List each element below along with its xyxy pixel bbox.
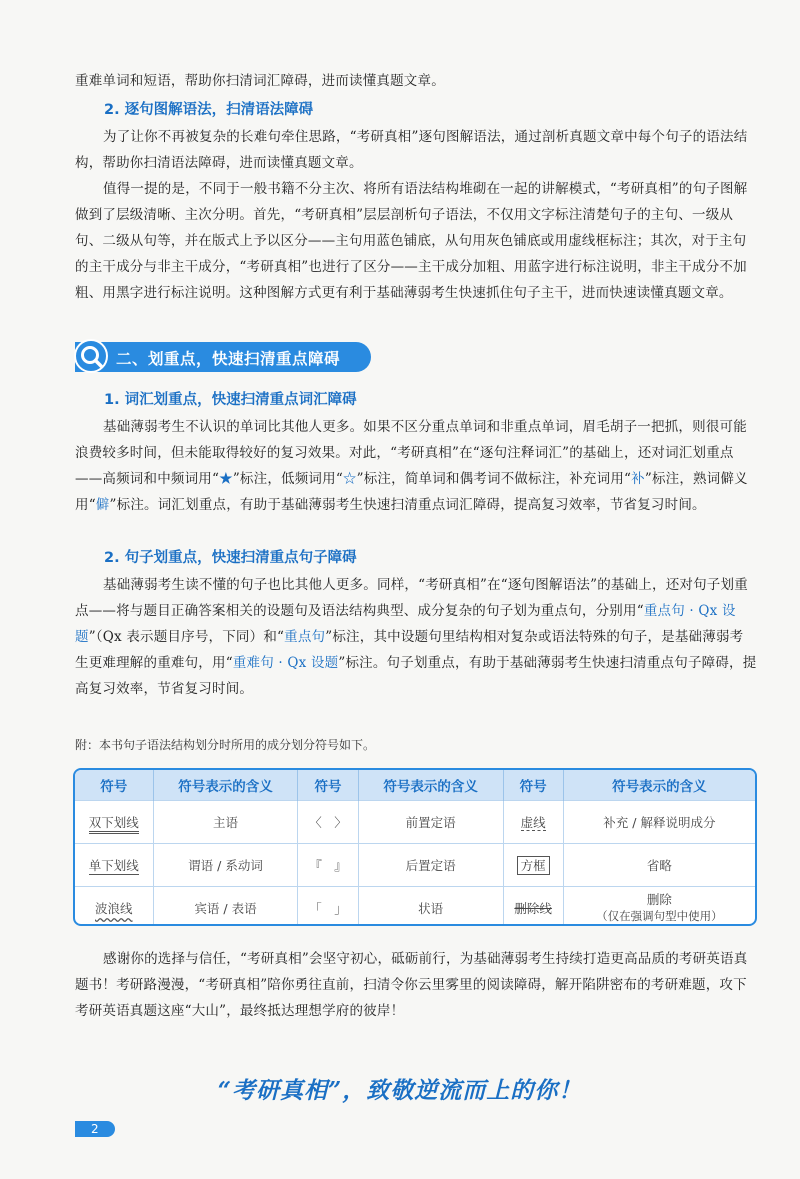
symbol-dashed-line: 虚线 <box>520 815 546 830</box>
table-header: 符号 <box>503 770 563 801</box>
table-cell: 宾语 / 表语 <box>153 887 298 927</box>
key-sentence-tag: 重点句 <box>284 629 326 645</box>
table-header-row <box>75 770 755 801</box>
paragraph-grammar-2: 值得一提的是，不同于一般书籍不分主次、将所有语法结构堆砌在一起的讲解模式，“考研真相”的句子图解做到了层级清晰、主次分明。首先，“考研真相”层层剖析句子语法，不仅用文字标注清楚句子的主句、一级从句、二级从句等，并在版式上予以区分——主句用蓝色铺底，从句用灰色铺底或用虚线框标注；其次，对于主句的主干成分与非主干成分，“考研真相”也进行了区分——主干成分加粗、用蓝字进行标注说明，非主干成分不加粗、用黑字进行标注说明。这种图解方式更有利于基础薄弱考生快速抓住句子主干，进而快速读懂真题文章。 <box>75 181 748 301</box>
subheading-grammar: 2. 逐句图解语法，扫清语法障碍 <box>104 102 314 118</box>
section-title: 二、划重点，快速扫清重点障碍 <box>116 350 341 368</box>
table-cell: 补充 / 解释说明成分 <box>563 801 755 844</box>
symbol-wavy-line: 波浪线 <box>95 901 133 916</box>
key-question-tag: 重点句 · Qx 设题 <box>75 603 736 645</box>
table-header: 符号表示的含义 <box>563 770 755 801</box>
search-icon <box>74 338 110 374</box>
paragraph-vocab: 基础薄弱考生不认识的单词比其他人更多。如果不区分重点单词和非重点单词，眉毛胡子一把抓，则很可能浪费较多时间，但未能取得较好的复习效果。对此，“考研真相”在“逐句注释词汇”的基础上，还对词汇划重点——高频词和中频词用“★”标注，低频词用“☆”标注，简单词和偶考词不做标注，补充词用“补”标注，熟词僻义用“僻”标注。词汇划重点，有助于基础薄弱考生快速扫清重点词汇障碍，提高复习效率，节省复习时间。 <box>75 419 748 513</box>
symbol-strikethrough: 删除线 <box>514 901 552 916</box>
table-cell: 谓语 / 系动词 <box>153 844 298 887</box>
symbol-note: 附：本书句子语法结构划分时所用的成分划分符号如下。 <box>75 738 376 752</box>
table-header: 符号表示的含义 <box>358 770 503 801</box>
page-number: 2 <box>75 1121 115 1137</box>
bu-tag: 补 <box>631 471 645 487</box>
symbol-table <box>73 768 757 926</box>
table-row <box>75 801 755 844</box>
subheading-sentence: 2. 句子划重点，快速扫清重点句子障碍 <box>104 550 357 566</box>
star-hollow-icon: ☆ <box>342 471 357 487</box>
pi-tag: 僻 <box>95 497 110 513</box>
table-header: 符号表示的含义 <box>153 770 298 801</box>
subheading-vocab: 1. 词汇划重点，快速扫清重点词汇障碍 <box>104 392 357 408</box>
closing-paragraph: 感谢你的选择与信任，“考研真相”会坚守初心，砥砺前行，为基础薄弱考生持续打造更高品质的考研英语真题书！考研路漫漫，“考研真相”陪你勇往直前，扫清令你云里雾里的阅读障碍，解开陷阱密布的考研难题，攻下考研英语真题这座“大山”，最终抵达理想学府的彼岸！ <box>75 951 748 1019</box>
paragraph-sentence: 基础薄弱考生读不懂的句子也比其他人更多。同样，“考研真相”在“逐句图解语法”的基础上，还对句子划重点——将与题目正确答案相关的设题句及语法结构典型、成分复杂的句子划为重点句，分别用“重点句 · Qx 设题”（Qx 表示题目序号，下同）和“重点句”标注，其中设题句里结构相对复杂或语法特殊的句子，是基础薄弱考生更难理解的重难句，用“重难句 · Qx 设题”标注。句子划重点，有助于基础薄弱考生快速扫清重点句子障碍，提高复习效率，节省复习时间。 <box>75 577 757 697</box>
table-cell: 主语 <box>153 801 298 844</box>
symbol-box: 方框 <box>517 856 550 875</box>
symbol-double-underline: 双下划线 <box>89 815 139 834</box>
slogan: “考研真相”，致敬逆流而上的你！ <box>217 1077 583 1104</box>
table-row <box>75 887 755 927</box>
symbol-single-underline: 单下划线 <box>88 858 139 873</box>
table-cell: 删除 （仅在强调句型中使用） <box>563 887 755 927</box>
intro-tail: 重难单词和短语，帮助你扫清词汇障碍，进而读懂真题文章。 <box>75 73 445 89</box>
symbol-double-corner-brackets: 『 』 <box>298 844 358 887</box>
symbol-angle-brackets: 〈 〉 <box>298 801 358 844</box>
table-header: 符号 <box>75 770 153 801</box>
table-row <box>75 844 755 887</box>
table-header: 符号 <box>298 770 358 801</box>
table-cell: 前置定语 <box>358 801 503 844</box>
table-cell: 后置定语 <box>358 844 503 887</box>
symbol-corner-brackets: 「 」 <box>298 887 358 927</box>
star-solid-icon: ★ <box>219 471 233 487</box>
table-cell: 省略 <box>563 844 755 887</box>
hard-sentence-tag: 重难句 · Qx 设题 <box>232 655 339 671</box>
table-cell: 状语 <box>358 887 503 927</box>
paragraph-grammar-1: 为了让你不再被复杂的长难句牵住思路，“考研真相”逐句图解语法，通过剖析真题文章中每个句子的语法结构，帮助你扫清语法障碍，进而读懂真题文章。 <box>75 129 748 171</box>
